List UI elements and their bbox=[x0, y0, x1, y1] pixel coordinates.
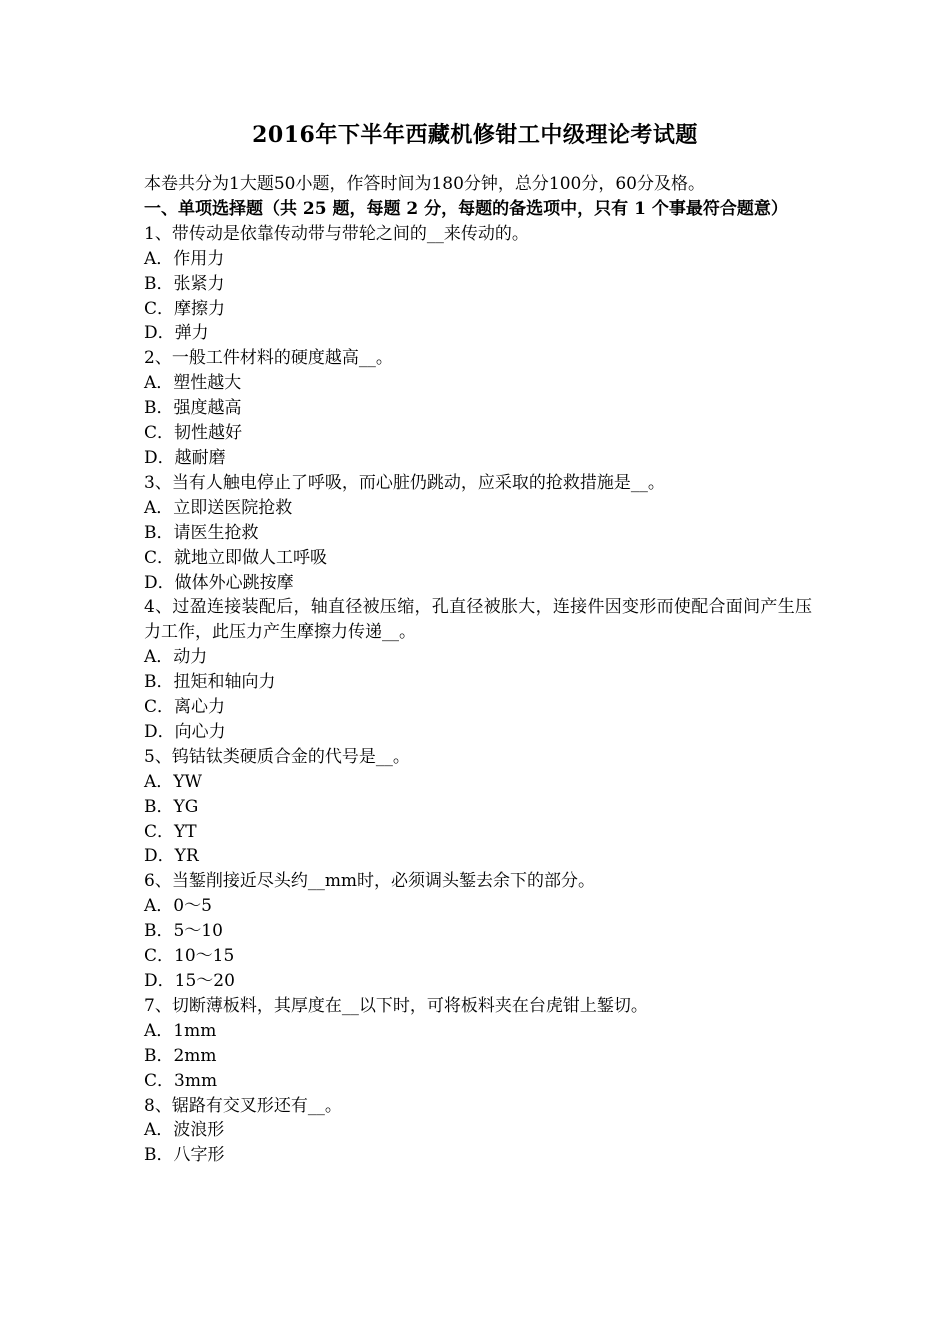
answer-option: C．离心力 bbox=[144, 697, 226, 718]
answer-option: B．2mm bbox=[144, 1045, 217, 1066]
answer-option: D．做体外心跳按摩 bbox=[144, 572, 294, 593]
answer-option: C．韧性越好 bbox=[144, 423, 243, 444]
answer-option: B．5～10 bbox=[144, 921, 223, 942]
answer-option: C．10～15 bbox=[144, 946, 235, 967]
answer-option: A．1mm bbox=[144, 1020, 217, 1041]
section-heading: 一、单项选择题（共 25 题，每题 2 分，每题的备选项中，只有 1 个事最符合题意） bbox=[144, 198, 788, 219]
question-block bbox=[144, 745, 812, 870]
question-block bbox=[144, 994, 812, 1094]
answer-option: B．八字形 bbox=[144, 1145, 225, 1166]
answer-option: A．作用力 bbox=[144, 248, 225, 269]
question-block bbox=[144, 346, 812, 471]
question-block bbox=[144, 869, 812, 994]
page-title: 2016年下半年西藏机修钳工中级理论考试题 bbox=[252, 122, 698, 148]
answer-option: A．波浪形 bbox=[144, 1120, 225, 1141]
answer-option: A．动力 bbox=[144, 647, 208, 668]
question-text: 8、锯路有交叉形还有__。 bbox=[144, 1095, 342, 1116]
question-text: 5、钨钴钛类硬质合金的代号是__。 bbox=[144, 746, 410, 767]
answer-option: D．向心力 bbox=[144, 721, 226, 742]
question-text: 1、带传动是依靠传动带与带轮之间的__来传动的。 bbox=[144, 223, 529, 244]
question-text: 2、一般工件材料的硬度越高__。 bbox=[144, 348, 393, 369]
answer-option: D．15～20 bbox=[144, 971, 235, 991]
exam-intro: 本卷共分为1大题50小题，作答时间为180分钟，总分100分，60分及格。 bbox=[144, 174, 705, 194]
answer-option: C．就地立即做人工呼吸 bbox=[144, 547, 328, 568]
answer-option: A．立即送医院抢救 bbox=[144, 497, 293, 518]
answer-option: B．强度越高 bbox=[144, 398, 242, 419]
answer-option: C．摩擦力 bbox=[144, 298, 226, 319]
answer-option: D．越耐磨 bbox=[144, 447, 226, 468]
question-text: 3、当有人触电停止了呼吸，而心脏仍跳动，应采取的抢救措施是__。 bbox=[144, 472, 665, 493]
answer-option: B．请医生抢救 bbox=[144, 522, 259, 543]
answer-option: A．0～5 bbox=[144, 896, 212, 917]
answer-option: B．扭矩和轴向力 bbox=[144, 672, 276, 693]
answer-option: C．YT bbox=[144, 821, 197, 842]
question-text: 7、切断薄板料，其厚度在__以下时，可将板料夹在台虎钳上錾切。 bbox=[144, 995, 648, 1016]
answer-option: B．YG bbox=[144, 796, 199, 817]
answer-option: D．弹力 bbox=[144, 323, 209, 344]
answer-option: C．3mm bbox=[144, 1070, 218, 1091]
question-text: 4、过盈连接装配后，轴直径被压缩，孔直径被胀大，连接件因变形而使配合面间产生压力工作，此压力产生摩擦力传递__。 bbox=[144, 597, 812, 643]
answer-option: A．塑性越大 bbox=[144, 373, 242, 394]
question-block bbox=[144, 222, 812, 347]
answer-option: A．YW bbox=[144, 771, 202, 792]
question-block bbox=[144, 595, 812, 744]
document-body bbox=[144, 172, 812, 1168]
question-block bbox=[144, 1094, 812, 1169]
answer-option: D．YR bbox=[144, 846, 199, 867]
question-text: 6、当錾削接近尽头约__mm时，必须调头錾去余下的部分。 bbox=[144, 871, 596, 892]
answer-option: B．张紧力 bbox=[144, 273, 225, 294]
question-block bbox=[144, 471, 812, 596]
